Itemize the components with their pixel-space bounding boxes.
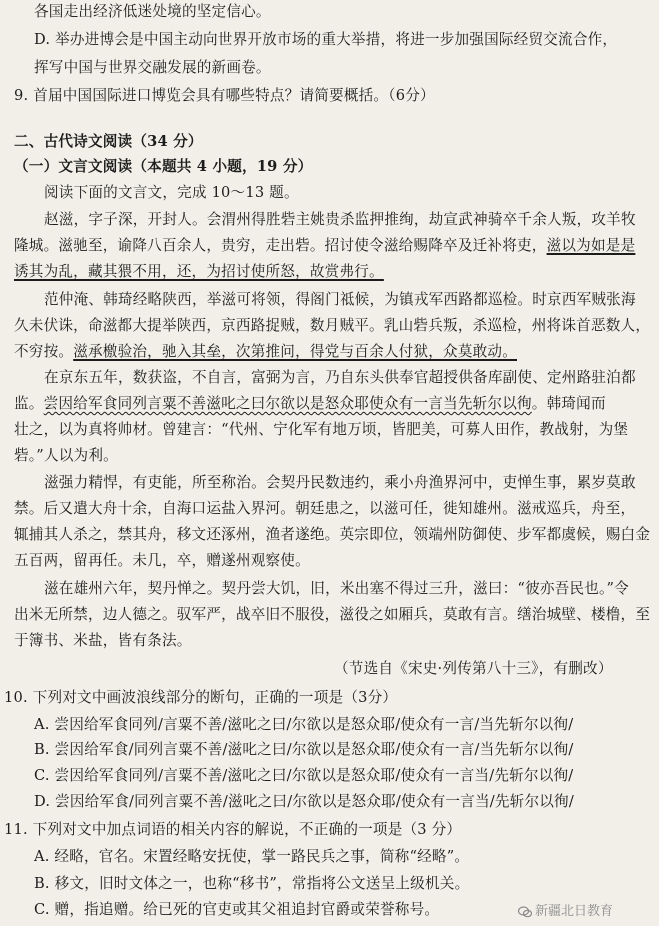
underlined-sentence: 滋以为如是是 [546,237,636,254]
option-a: A. 经略，官名。宋置经略安抚使，掌一路民兵之事，简称“经略”。 [34,848,470,865]
passage-line: 范仲淹、韩琦经略陕西，举滋可将领，得阁门祗候，为镇戎军西路都巡检。时京西军贼张海 [44,291,636,308]
passage-line: 在京东五年，数获盗，不自言，富弼为言，乃自东头供奉官超授供备库副使、定州路驻泊都 [44,369,636,386]
section-title: 二、古代诗文阅读（34 分） [14,133,203,150]
passage-line: 壮之，以为真将帅材。曾建言：“代州、宁化军有地万顷，皆肥美，可募人田作，教战射，为堡 [14,421,629,438]
underlined-sentence: 滋承檄验治，驰入其垒，次第推问，得党与百余人付狱，众莫敢动。 [73,343,518,360]
source-citation: （节选自《宋史·列传第八十三》，有删改） [334,660,613,677]
passage-line: 禁。后又遣大舟十余，自海口运盐入界河。朝廷患之，以滋可任，徙知雄州。滋戒巡兵，舟至， [14,500,636,517]
passage-line: 久未伏诛，命滋都大提举陕西，京西路捉贼，数月贼平。乳山砦兵叛，杀巡检，州将诛首恶数人， [14,317,651,334]
passage-text: 不穷按。 [14,343,74,360]
option-d: D. 尝因给军食/同列言粟不善/滋叱之曰/尔欲以是怒众耶/使众有一言当/先斩尔以徇/ [34,793,574,810]
passage-line: 出米无所禁，边人德之。驭军严，战卒旧不服役，滋役之如厢兵，莫敢有言。缮治城壁、楼橹，至 [14,606,651,623]
option-b: B. 尝因给军食/同列言粟不善/滋叱之曰/尔欲以是怒众耶/使众有一言/当先斩尔以徇/ [34,741,574,758]
option-d-prev: D. 举办进博会是中国主动向世界开放市场的重大举措，将进一步加强国际经贸交流合作， [34,31,618,48]
passage-line: 滋在雄州六年，契丹惮之。契丹尝大饥，旧，米出塞不得过三升，滋曰：“彼亦吾民也。”令 [44,580,629,597]
question-11: 11. 下列对文中加点词语的相关内容的解说，不正确的一项是（3 分） [4,821,462,838]
watermark [518,900,613,919]
wechat-icon [518,906,532,918]
option-c: C. 尝因给军食同列/言粟不善/滋叱之曰/尔欲以是怒众耶/使众有一言当/先斩尔以徇/ [34,767,574,784]
passage-line: 于簿书、米盐，皆有条法。 [14,632,192,649]
option-c: C. 赠，指追赠。给已死的官吏或其父祖追封官爵或荣誉称号。 [34,901,440,918]
passage-line: 辄捕其人杀之，禁其舟，移文还涿州，渔者遂绝。英宗即位，领端州防御使、步军都虞候，赐白金 [14,526,651,543]
wavy-underlined-sentence: 尝因给军食同列言粟不善滋叱之曰尔欲以是怒众耶使众有一言当先斩尔以徇 [43,395,532,412]
passage-text: 。韩琦闻而 [531,395,606,412]
passage-line: 滋强力精悍，有吏能，所至称治。会契丹民数违约，乘小舟渔界河中，吏惮生事，累岁莫敢 [44,474,636,491]
passage-line: 五百两，留再任。未几，卒，赠遂州观察使。 [14,552,310,569]
passage-line [14,342,517,362]
question-10: 10. 下列对文中画波浪线部分的断句，正确的一项是（3分） [4,689,398,706]
passage-text: 隆城。滋驰至，谕降八百余人，贵穷，走出砦。招讨使令滋给赐降卒及迁补将吏， [14,237,547,254]
passage-line [14,236,635,256]
passage-text: 监。 [14,395,44,412]
passage-line: 砦。”人以为利。 [14,447,118,464]
subsection-title: （一）文言文阅读（本题共 4 小题，19 分） [14,158,313,175]
passage-line [14,394,606,414]
option-a: A. 尝因给军食同列/言粟不善/滋叱之曰/尔欲以是怒众耶/使众有一言/当先斩尔以徇/ [34,716,574,733]
question-9: 9. 首届中国国际进口博览会具有哪些特点？请简要概括。（6分） [14,87,435,104]
watermark-text: 新疆北日教育 [535,904,614,919]
passage-line: 赵滋，字子深，开封人。会渭州得胜砦主姚贵杀监押推绚，劫宣武神骑卒千余人叛，攻羊牧 [44,211,636,228]
option-b: B. 移文，旧时文体之一，也称“移书”，常指将公文送呈上级机关。 [34,875,470,892]
text-line: 各国走出经济低迷处境的坚定信心。 [34,3,271,20]
instruction: 阅读下面的文言文，完成 10～13 题。 [44,184,299,201]
text-line: 挥写中国与世界交融发展的新画卷。 [34,59,271,76]
underlined-sentence: 诱其为乱，藏其猥不用，还，为招讨使所怒，故赏弗行。 [14,263,384,280]
